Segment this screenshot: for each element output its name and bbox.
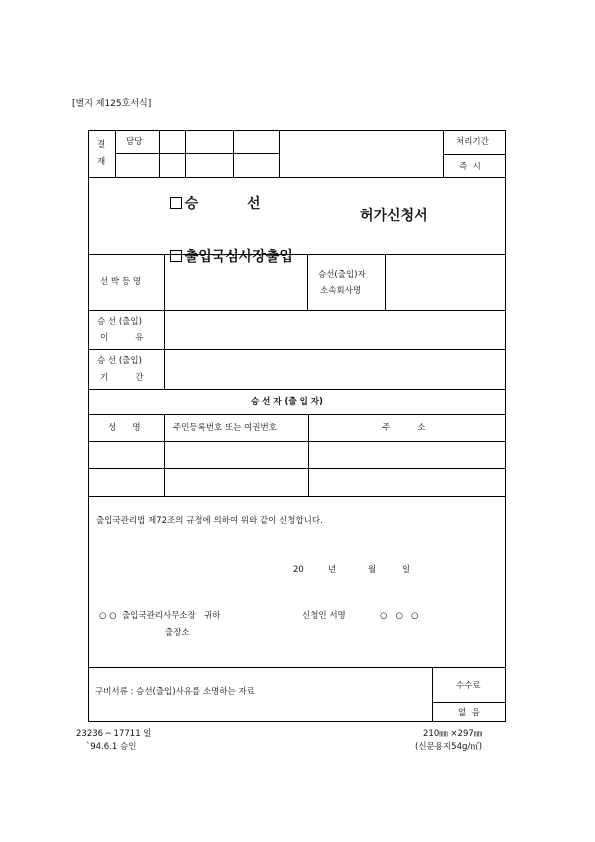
col-header-name: 성 명 bbox=[108, 423, 141, 433]
fee-value: 없 음 bbox=[458, 708, 480, 718]
fee-label: 수수료 bbox=[456, 681, 481, 691]
boarding-checkbox[interactable] bbox=[170, 197, 182, 209]
processing-period-label: 처리기간 bbox=[456, 137, 489, 147]
signature-marks[interactable]: ○ ○ ○ bbox=[380, 611, 419, 621]
period-label-line2: 기 간 bbox=[100, 373, 144, 383]
date-day-unit: 일 bbox=[402, 565, 411, 575]
approval-officer-label: 담당 bbox=[126, 137, 143, 147]
date-year-unit: 년 bbox=[328, 565, 337, 575]
company-name-field[interactable] bbox=[387, 256, 504, 309]
company-label-line2: 소속회사명 bbox=[320, 286, 362, 296]
period-field[interactable] bbox=[166, 351, 504, 388]
approval-sign-cell-3[interactable] bbox=[186, 131, 233, 153]
title-suffix: 허가신청서 bbox=[360, 208, 428, 224]
recipient-branch: 출장소 bbox=[165, 628, 190, 638]
form-code: 23236 ─ 17711 일 bbox=[76, 729, 152, 739]
form-reference: [별지 제125호서식] bbox=[72, 99, 152, 109]
persons-section-title: 승 선 자 (출 입 자) bbox=[251, 397, 323, 407]
paper-size: 210㎜ ×297㎜ bbox=[423, 729, 483, 739]
vessel-name-label: 선 박 등 명 bbox=[100, 277, 141, 287]
period-label-line1: 승 선 (출입) bbox=[97, 356, 142, 366]
person-name-field[interactable] bbox=[90, 470, 163, 495]
reason-label-line2: 이 유 bbox=[100, 333, 144, 343]
person-id-field[interactable] bbox=[166, 443, 307, 467]
processing-period-value: 즉 시 bbox=[459, 162, 481, 172]
date-month-unit: 월 bbox=[368, 565, 377, 575]
vessel-name-field[interactable] bbox=[166, 256, 306, 309]
approval-sign-cell-officer[interactable] bbox=[116, 155, 159, 177]
company-label-line1: 승선(출입)자 bbox=[318, 270, 366, 280]
approval-label-top: 결 bbox=[97, 140, 106, 150]
col-header-address: 주 소 bbox=[382, 423, 426, 433]
form-approval-date: `94.6.1 승인 bbox=[86, 742, 137, 752]
date-year-prefix: 20 bbox=[293, 565, 304, 575]
declaration-statement: 출입국관리법 제72조의 규정에 의하여 위와 같이 신청합니다. bbox=[96, 516, 323, 526]
approval-label-bottom: 재 bbox=[97, 157, 106, 167]
person-name-field[interactable] bbox=[90, 443, 163, 467]
col-header-id: 주민등록번호 또는 여권번호 bbox=[173, 423, 277, 433]
approval-sign-cell-2[interactable] bbox=[160, 131, 185, 153]
reason-field[interactable] bbox=[166, 312, 504, 348]
signature-label: 신청인 서명 bbox=[302, 611, 346, 621]
person-address-field[interactable] bbox=[310, 443, 504, 467]
approval-sign-cell-4[interactable] bbox=[234, 131, 279, 153]
person-address-field[interactable] bbox=[310, 470, 504, 495]
reason-label-line1: 승 선 (출입) bbox=[97, 317, 142, 327]
paper-type: (신문용지54g/㎡) bbox=[415, 742, 483, 752]
recipient-office: ○ ○ 출입국관리사무소장 귀하 bbox=[99, 611, 221, 621]
title-option-boarding: 승 선 bbox=[160, 183, 261, 211]
person-id-field[interactable] bbox=[166, 470, 307, 495]
required-documents: 구비서류 : 승선(출입)사유를 소명하는 자료 bbox=[95, 687, 255, 697]
title-option-entry: 출입국심사장출입 bbox=[160, 236, 293, 264]
